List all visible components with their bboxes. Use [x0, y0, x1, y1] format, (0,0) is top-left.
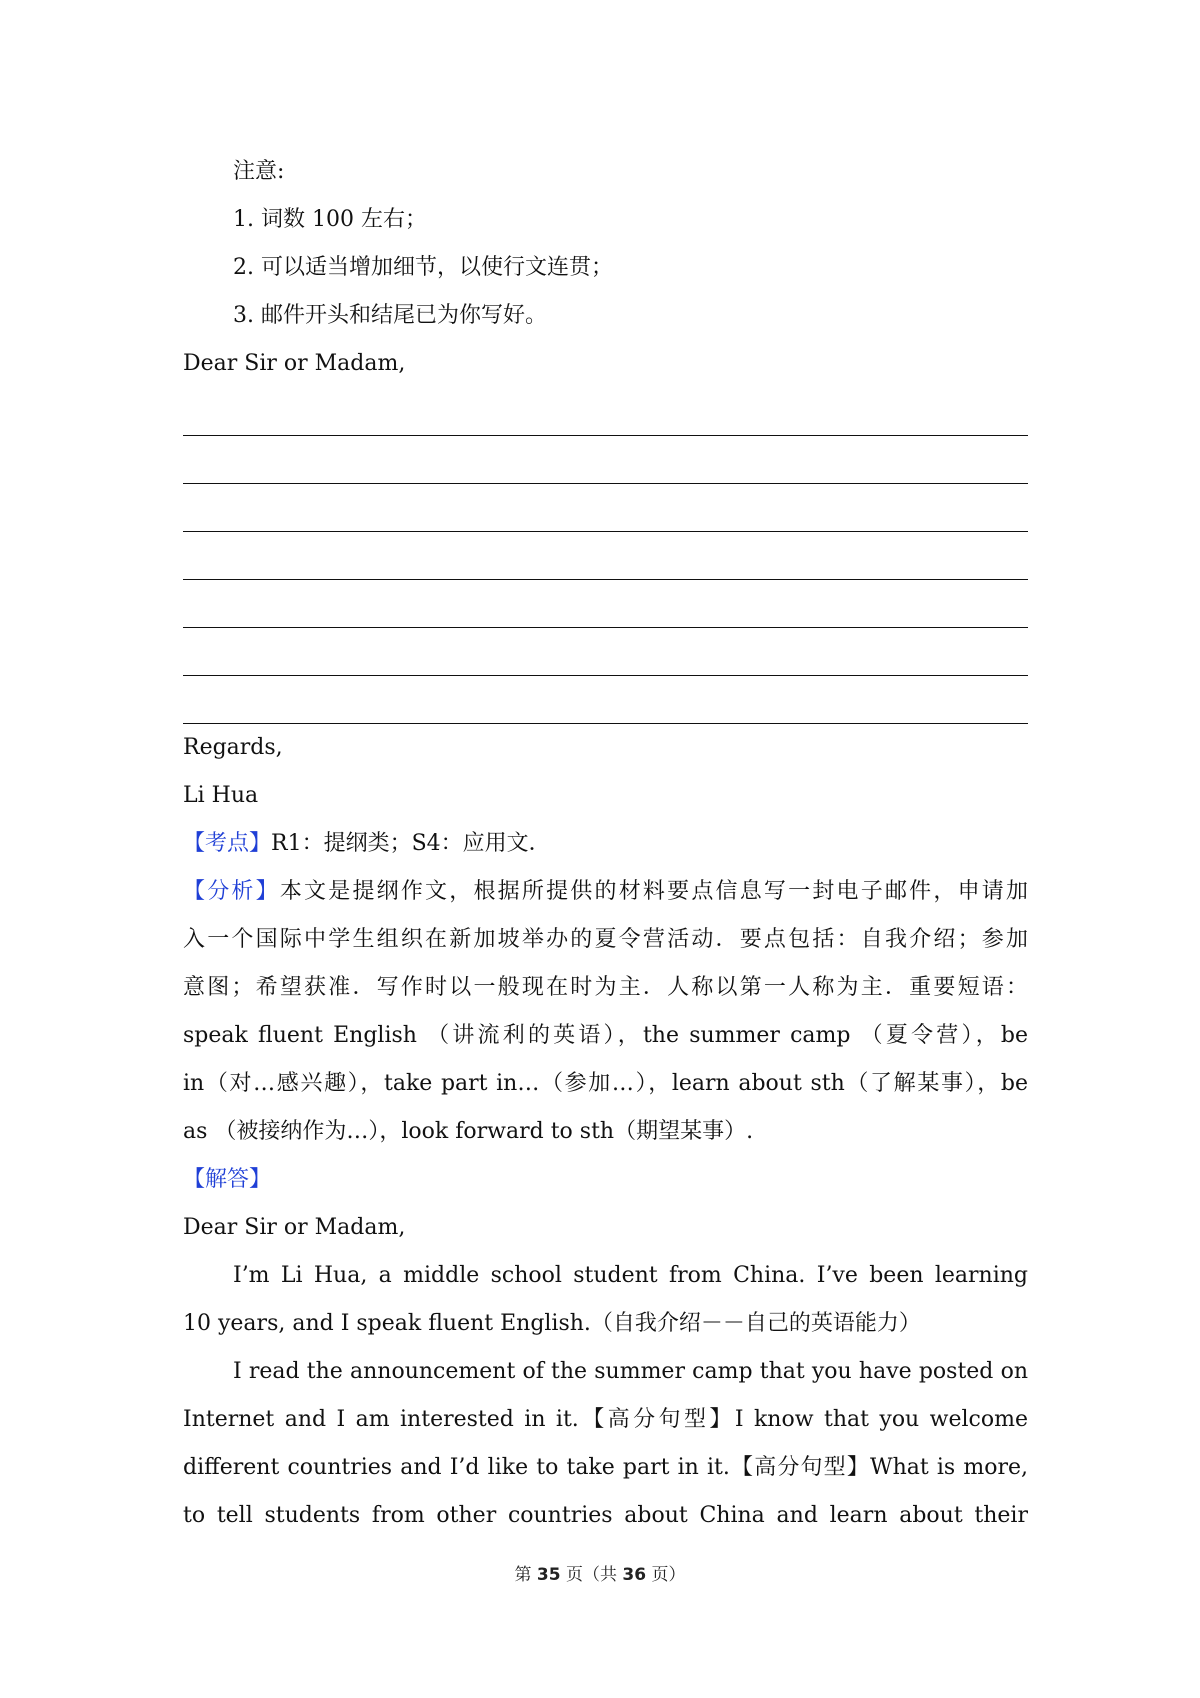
writing-area — [183, 388, 1028, 724]
fenxi-tag: 【分析】 — [183, 879, 280, 904]
notes-item: 2. 可以适当增加细节，以使行文连贯； — [233, 255, 613, 280]
fenxi-line: as （被接纳作为…），look forward to sth（期望某事）. — [183, 1119, 754, 1144]
blank-writing-line — [183, 676, 1028, 724]
footer-suffix: 页） — [646, 1565, 686, 1585]
page-content — [183, 148, 1028, 1540]
fenxi-line — [183, 868, 1028, 916]
footer-prefix: 第 — [514, 1565, 537, 1585]
fenxi-line: 入一个国际中学生组织在新加坡举办的夏令营活动．要点包括：自我介绍；参加 — [183, 927, 1028, 952]
kaodian-tag: 【考点】 — [183, 831, 272, 856]
answer-paragraph-line: 10 years, and I speak fluent English.（自我介绍－－自己的英语能力） — [183, 1311, 921, 1336]
footer-middle: 页（共 — [560, 1565, 623, 1585]
answer-paragraph-line: different countries and I’d like to take part in it.【高分句型】What is more, — [183, 1455, 1028, 1480]
answer-paragraph-line: to tell students from other countries about China and learn about their — [183, 1503, 1028, 1528]
kaodian-text: R1：提纲类；S4：应用文． — [271, 831, 551, 856]
notes-item: 3. 邮件开头和结尾已为你写好。 — [233, 303, 547, 328]
blank-writing-line — [183, 532, 1028, 580]
letter-closing: Regards, — [183, 735, 283, 760]
fenxi-text: 本文是提纲作文，根据所提供的材料要点信息写一封电子邮件，申请加 — [279, 879, 1028, 904]
blank-writing-line — [183, 484, 1028, 532]
notes-title: 注意: — [233, 159, 285, 184]
jieda-tag: 【解答】 — [183, 1167, 272, 1192]
fenxi-line: in（对…感兴趣），take part in…（参加…），learn about sth（了解某事），be — [183, 1071, 1028, 1096]
footer-page-number: 35 — [536, 1565, 561, 1585]
answer-paragraph-line: I read the announcement of the summer camp that you have posted on — [233, 1359, 1028, 1384]
letter-signature: Li Hua — [183, 783, 259, 808]
blank-writing-line — [183, 388, 1028, 436]
blank-writing-line — [183, 436, 1028, 484]
footer-total-pages: 36 — [622, 1565, 647, 1585]
notes-item: 1. 词数 100 左右； — [233, 207, 427, 232]
page-footer — [0, 1560, 1200, 1585]
answer-paragraph-line: Internet and I am interested in it.【高分句型】I know that you welcome — [183, 1407, 1028, 1432]
blank-writing-line — [183, 580, 1028, 628]
blank-writing-line — [183, 628, 1028, 676]
letter-salutation: Dear Sir or Madam, — [183, 351, 406, 376]
fenxi-line: speak fluent English （讲流利的英语），the summer camp （夏令营），be — [183, 1023, 1028, 1048]
kaodian-section — [183, 820, 1028, 868]
answer-salutation: Dear Sir or Madam, — [183, 1215, 406, 1240]
fenxi-line: 意图；希望获准．写作时以一般现在时为主．人称以第一人称为主．重要短语： — [183, 975, 1028, 1000]
answer-paragraph-line: I’m Li Hua, a middle school student from China. I’ve been learning — [233, 1263, 1028, 1288]
